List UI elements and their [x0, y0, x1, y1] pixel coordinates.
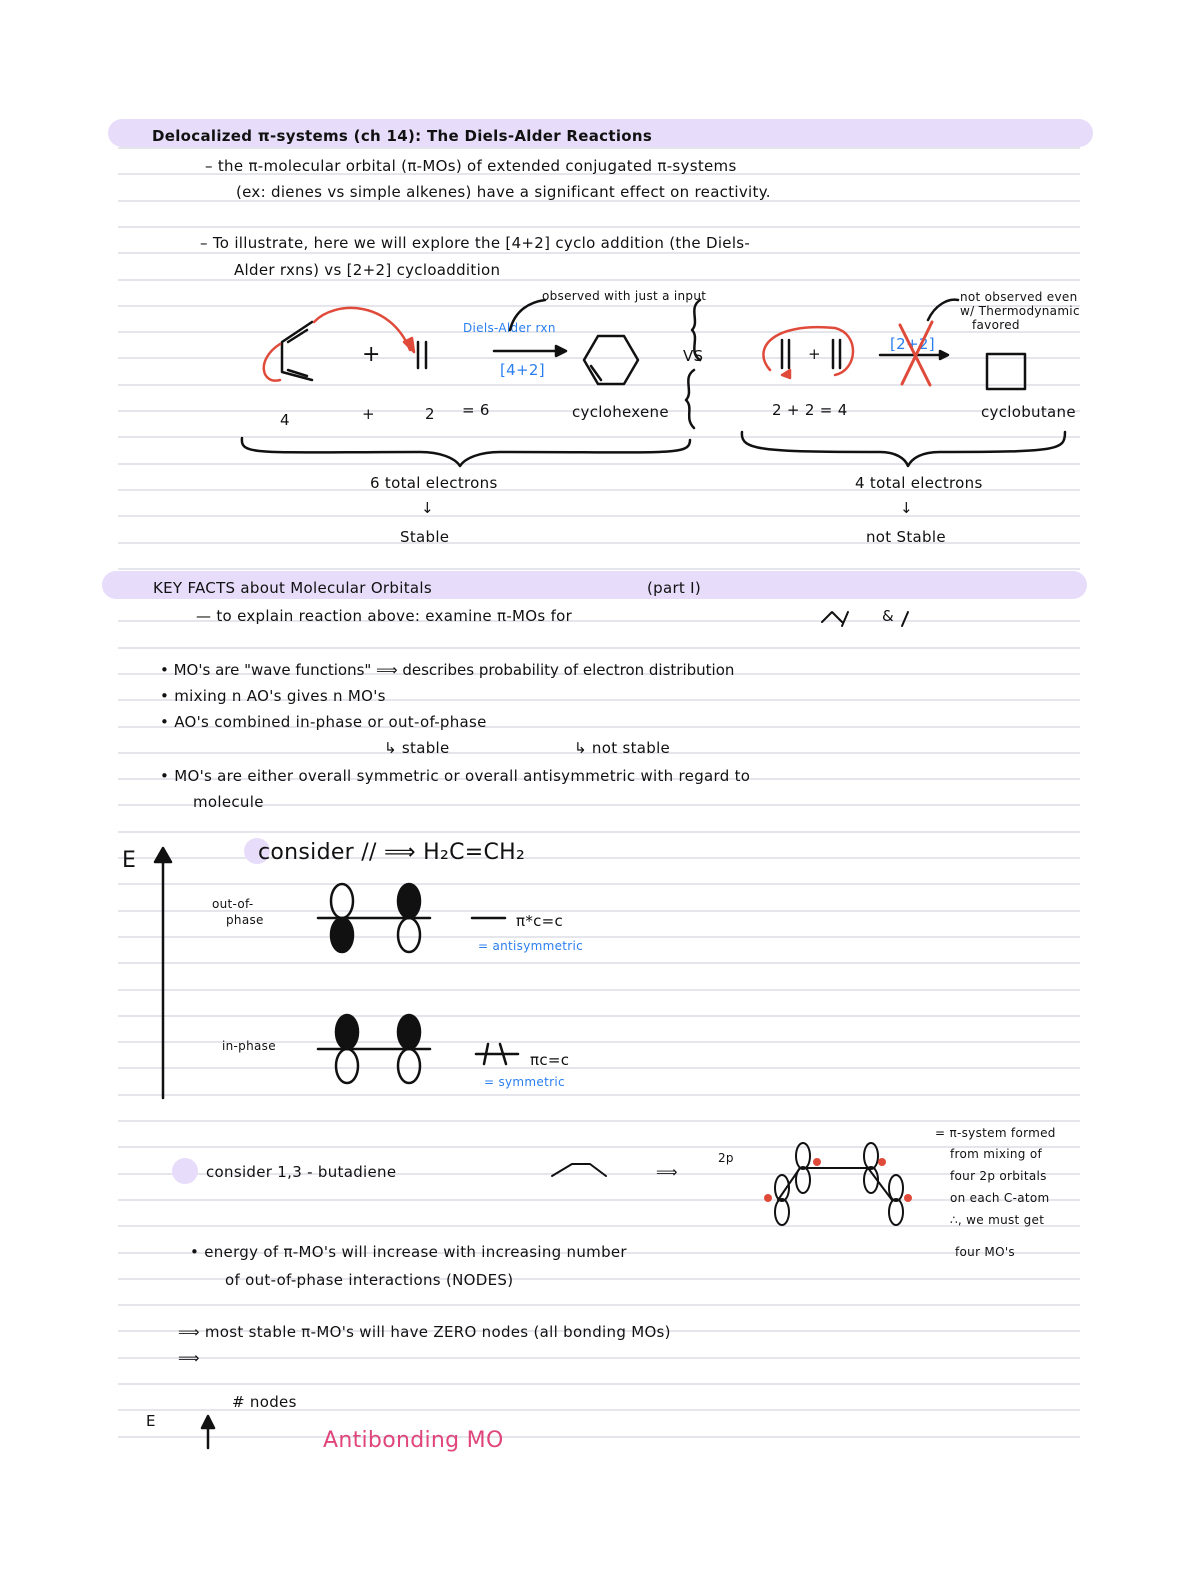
down-arrow: ↓ — [421, 499, 434, 517]
observed-note: observed with just a input — [542, 289, 707, 303]
ethene-mini-icon — [902, 612, 908, 626]
note-line: four 2p orbitals — [950, 1169, 1047, 1183]
butadiene-mini-icon — [552, 1164, 606, 1176]
antibonding-label: Antibonding MO — [323, 1428, 504, 1453]
orbital-label: 2p — [718, 1151, 734, 1165]
plus-sign: + — [808, 345, 821, 363]
pi-label: πc=c — [530, 1051, 570, 1069]
text-line: — to explain reaction above: examine π-MOs for — [196, 607, 573, 625]
text-line: ⟹ most stable π-MO's will have ZERO nodes (all bonding MOs) — [178, 1323, 671, 1341]
reaction-arrow — [494, 300, 566, 356]
stability-label: Stable — [400, 528, 450, 546]
cyclohexene-structure — [584, 336, 638, 384]
pi-star-orbitals — [318, 884, 505, 952]
diene-mini-icon — [822, 612, 842, 622]
reaction-bracket: [4+2] — [500, 361, 545, 379]
pi-orbitals — [318, 1015, 518, 1083]
antisymmetric-label: = antisymmetric — [478, 939, 584, 953]
electron-count: 2 + 2 = 4 — [772, 401, 848, 419]
fact-item: molecule — [193, 793, 264, 811]
out-of-phase-label: phase — [226, 913, 264, 927]
energy-axis-label: E — [146, 1412, 156, 1430]
out-of-phase-label: out-of- — [212, 897, 254, 911]
energy-axis-label: E — [122, 848, 137, 873]
blocked-arrow — [880, 300, 958, 385]
butadiene-orbitals — [765, 1143, 911, 1225]
section-title: Delocalized π-systems (ch 14): The Diels-Alder Reactions — [152, 127, 653, 145]
text-line: & — [882, 607, 894, 625]
not-observed-note: w/ Thermodynamic — [960, 304, 1080, 318]
text-line: Alder rxns) vs [2+2] cycloaddition — [234, 261, 501, 279]
energy-axis — [155, 848, 171, 1098]
right-underbrace — [742, 432, 1065, 466]
text-line: – To illustrate, here we will explore the [4+2] cyclo addition (the Diels- — [200, 234, 751, 252]
in-phase-label: in-phase — [222, 1039, 276, 1053]
total-electrons: 6 total electrons — [370, 474, 498, 492]
product-label: cyclohexene — [572, 403, 669, 421]
not-observed-note: favored — [972, 318, 1020, 332]
cyclobutane-structure — [987, 354, 1025, 389]
not-observed-note: not observed even — [960, 290, 1078, 304]
diene-structure — [264, 308, 414, 381]
text-line: • energy of π-MO's will increase with increasing number — [190, 1243, 627, 1261]
text-line: – the π-molecular orbital (π-MOs) of extended conjugated π-systems — [205, 157, 737, 175]
text-line: ⟹ — [178, 1349, 200, 1367]
energy-axis — [202, 1416, 214, 1448]
product-label: cyclobutane — [981, 403, 1076, 421]
part-label: (part I) — [647, 579, 702, 597]
note-line: on each C-atom — [950, 1191, 1050, 1205]
fact-item: • AO's combined in-phase or out-of-phase — [160, 713, 487, 731]
reaction-name: Diels-Alder rxn — [463, 321, 556, 335]
electron-count: 2 — [425, 405, 435, 423]
vs-label: VS — [683, 347, 704, 365]
vs-brace — [686, 300, 700, 428]
plus-sign: + — [362, 342, 381, 367]
total-electrons: 4 total electrons — [855, 474, 983, 492]
left-underbrace — [242, 438, 690, 466]
nodes-label: # nodes — [232, 1393, 297, 1411]
consider-heading: consider 1,3 - butadiene — [206, 1163, 397, 1181]
electron-count: = 6 — [462, 401, 490, 419]
consider-heading: consider // ⟹ H₂C=CH₂ — [258, 840, 526, 865]
text-line: (ex: dienes vs simple alkenes) have a significant effect on reactivity. — [236, 183, 771, 201]
ethene-structure — [418, 342, 426, 368]
fact-item: • MO's are either overall symmetric or overall antisymmetric with regard to — [160, 767, 751, 785]
reaction-bracket: [2+2] — [890, 335, 935, 353]
fact-sub: ↳ not stable — [574, 739, 671, 757]
fact-sub: ↳ stable — [384, 739, 450, 757]
fact-item: • MO's are "wave functions" ⟹ describes probability of electron distribution — [160, 661, 735, 679]
note-line: from mixing of — [950, 1147, 1043, 1161]
note-line: = π-system formed — [935, 1126, 1056, 1140]
text-line: of out-of-phase interactions (NODES) — [225, 1271, 514, 1289]
section-title: KEY FACTS about Molecular Orbitals — [153, 579, 432, 597]
note-line: four MO's — [955, 1245, 1015, 1259]
down-arrow: ↓ — [900, 499, 913, 517]
pi-star-label: π*c=c — [516, 912, 564, 930]
implies-arrow: ⟹ — [656, 1163, 678, 1181]
ethene-mini-icon — [842, 612, 848, 626]
fact-item: • mixing n AO's gives n MO's — [160, 687, 386, 705]
electron-count: + — [362, 405, 375, 423]
symmetric-label: = symmetric — [484, 1075, 565, 1089]
stability-label: not Stable — [866, 528, 946, 546]
two-ethenes-structure — [763, 327, 853, 378]
note-line: ∴, we must get — [950, 1213, 1045, 1227]
electron-count: 4 — [280, 411, 290, 429]
